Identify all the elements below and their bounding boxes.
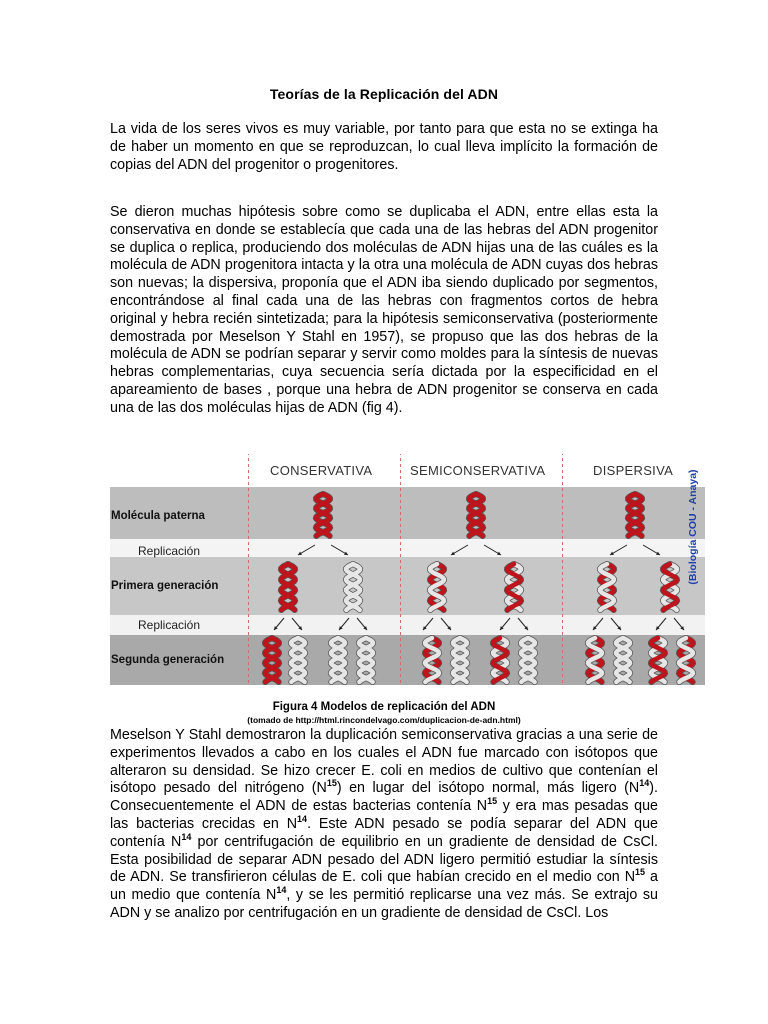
paragraph-intro: La vida de los seres vivos es muy variable, por tanto para que esta no se extinga ha de haber un momento en que se reproduzcan, lo cual lleva implícito la formación de copias del ADN del progenitor o progenitores.	[110, 121, 658, 173]
row-label-replication-1: Replicación	[138, 544, 201, 558]
figure-source: (tomado de http://html.rincondelvago.com/duplicacion-de-adn.html)	[247, 715, 521, 725]
replication-diagram	[110, 452, 705, 688]
row-label-replication-2: Replicación	[138, 618, 201, 632]
parent-helix-0	[316, 494, 330, 536]
document-title: Teorías de la Replicación del ADN	[269, 86, 499, 102]
parent-helix-2	[628, 494, 642, 536]
figure-caption: Figura 4 Modelos de replicación del ADN	[272, 701, 496, 713]
row-label-second-generation: Segunda generación	[111, 654, 225, 666]
column-header-dispersiva: DISPERSIVA	[593, 463, 674, 478]
column-header-conservativa: CONSERVATIVA	[270, 463, 373, 478]
figure-credit: (Biología COU - Anaya)	[687, 469, 699, 585]
row-label-parent: Molécula paterna	[111, 510, 205, 522]
figure-replication-models	[110, 452, 705, 688]
column-header-semiconservativa: SEMICONSERVATIVA	[410, 463, 546, 478]
paragraph-meselson-stahl: Meselson Y Stahl demostraron la duplicación semiconservativa gracias a una serie de experimentos llevados a cabo en los cuales el ADN fue marcado con isótopos que alteraron su densidad. Se hizo crecer E. coli en medios de cultivo que contenían el isótopo pesado del nitrógeno $(N^{15})$ en lugar del isótopo normal, más ligero $(N^{14})$. Consecuentemente el ADN de estas bacterias contenía $N^{15}$ y era mas pesadas que las bacterias crecidas en $N^{14}$. Este ADN pesado se podía separar del ADN que contenía $N^{14}$ por centrifugación de equilibrio en un gradiente de densidad de CsCl. Esta posibilidad de separar ADN pesado del ADN ligero permitió estudiar la síntesis de ADN. Se transfirieron células de E. coli que habían crecido en el medio con $N^{15}$ a un medio que contenía $N^{14}$, y se les permitió replicarse una vez más. Se extrajo su ADN y se analizo por centrifugación en un gradiente de densidad de CsCl. Los	[110, 727, 659, 921]
paragraph-hypotheses: Se dieron muchas hipótesis sobre como se duplicaba el ADN, entre ellas esta la conservativa en donde se establecía que cada una de las hebras del ADN progenitor se duplica o replica, produciendo dos moléculas de ADN hijas una de las cuáles es la molécula de ADN progenitora intacta y la otra una molécula de ADN cuyas dos hebras son nuevas; la dispersiva, proponía que el ADN iba siendo duplicado por segmentos, encontrándose al final cada una de las hebras con fragmentos cortos de hebra original y hebra recién sintetizada; para la hipótesis semiconservativa (posteriormente demostrada por Meselson Y Stahl en 1957), se propuso que las dos hebras de la molécula de ADN se podrían separar y servir como moldes para la síntesis de nuevas hebras complementarias, cuya secuencia sería dictada por la especificidad en el apareamiento de bases , porque una hebra de ADN progenitor se conserva en cada una de las dos moléculas hijas de ADN (fig 4).	[110, 204, 658, 416]
row-label-first-generation: Primera generación	[111, 580, 219, 592]
parent-helix-1	[469, 494, 483, 536]
